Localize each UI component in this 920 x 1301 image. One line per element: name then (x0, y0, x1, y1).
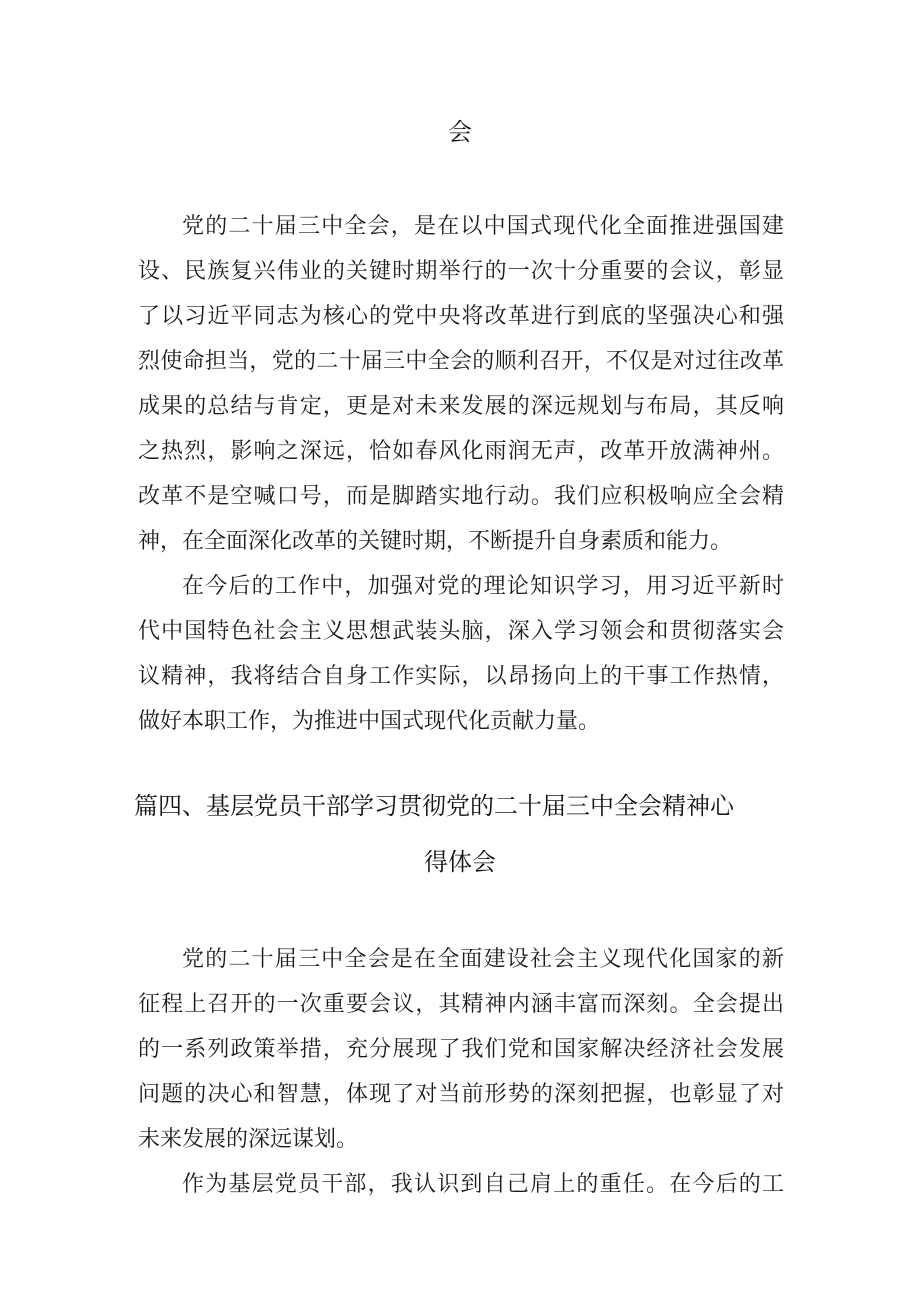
text-line: 党的二十届三中全会，是在以中国式现代化全面推进强国建 (182, 214, 784, 239)
text-line: 做好本职工作，为推进中国式现代化贡献力量。 (138, 709, 601, 734)
text-line: 的一系列政策举措，充分展现了我们党和国家解决经济社会发展 (138, 1037, 784, 1062)
text-line: 之热烈，影响之深远，恰如春风化雨润无声，改革开放满神州。 (138, 439, 784, 464)
text-line: 征程上召开的一次重要会议，其精神内涵丰富而深刻。全会提出 (138, 992, 784, 1017)
section-title-line-2: 得体会 (424, 848, 496, 876)
text-line: 神，在全面深化改革的关键时期，不断提升自身素质和能力。 (138, 529, 733, 554)
text-line: 未来发展的深远谋划。 (138, 1127, 359, 1152)
text-line: 问题的决心和智慧，体现了对当前形势的深刻把握，也彰显了对 (138, 1082, 784, 1107)
text-line: 设、民族复兴伟业的关键时期举行的一次十分重要的会议，彰显 (138, 259, 784, 284)
text-line: 作为基层党员干部，我认识到自己肩上的重任。在今后的工 (182, 1172, 784, 1197)
section-title-line-1: 篇四、基层党员干部学习贯彻党的二十届三中全会精神心 (134, 792, 734, 820)
text-line: 烈使命担当，党的二十届三中全会的顺利召开，不仅是对过往改革 (138, 349, 784, 374)
text-line: 了以习近平同志为核心的党中央将改革进行到底的坚强决心和强 (138, 304, 784, 329)
text-line: 议精神，我将结合自身工作实际，以昂扬向上的干事工作热情， (138, 664, 784, 689)
previous-title-tail: 会 (448, 118, 472, 146)
text-line: 党的二十届三中全会是在全面建设社会主义现代化国家的新 (182, 947, 784, 972)
text-line: 代中国特色社会主义思想武装头脑，深入学习领会和贯彻落实会 (138, 619, 784, 644)
text-line: 改革不是空喊口号，而是脚踏实地行动。我们应积极响应全会精 (138, 484, 784, 509)
text-line: 成果的总结与肯定，更是对未来发展的深远规划与布局，其反响 (138, 394, 784, 419)
text-line: 在今后的工作中，加强对党的理论知识学习，用习近平新时 (182, 574, 784, 599)
